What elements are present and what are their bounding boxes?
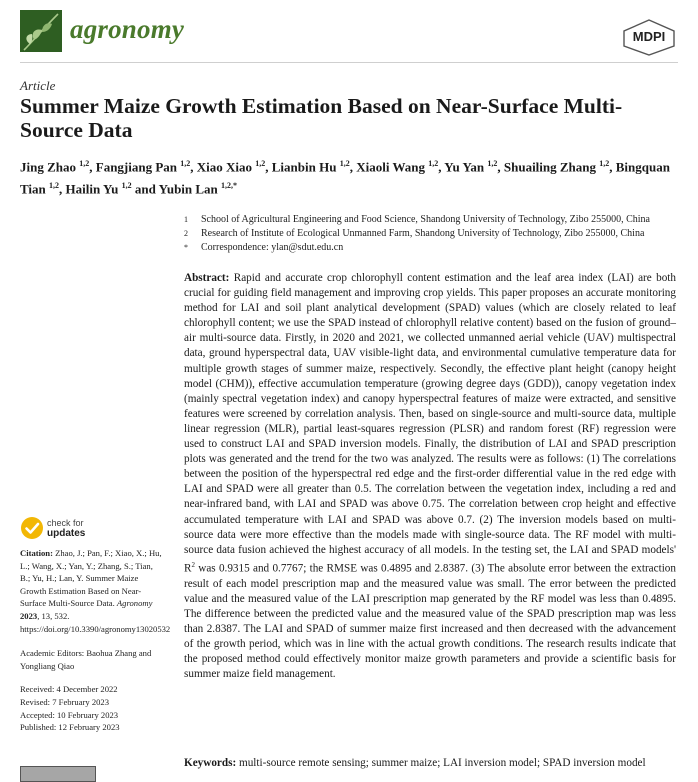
author-name[interactable]: Shuailing Zhang <box>503 159 597 175</box>
author-name[interactable]: Xiaoli Wang <box>356 159 425 175</box>
author-affiliation-mark: 1,2 <box>339 159 350 168</box>
article-type: Article <box>20 78 56 93</box>
abstract-text-part2: was 0.9315 and 0.7767; the RMSE was 0.4895 and 2.8387. (3) The absolute error between the extraction result of each model prescription map and the measured value was small. The error between the predicted value and the measured value of the LAI prescription map generated by the RF model was less than 0.4895. The difference between the predicted value and the measured value of the SPAD prescription map was less than 2.8387. The LAI and SPAD of summer maize first increased and then decreased with the advancement of the growth period, which was in line with the actual growth conditions. The research results indicate that the proposed method could effectively monitor maize growth parameters and provide a scientific basis for summer maize field management. <box>184 562 676 681</box>
keywords-text: multi-source remote sensing; summer maize; LAI inversion model; SPAD inversion model <box>239 757 646 769</box>
updates-label: updates <box>47 528 86 539</box>
author-separator: , <box>349 159 357 175</box>
abstract-label: Abstract: <box>184 272 230 284</box>
citation <box>20 547 171 635</box>
author-name[interactable]: Hailin Yu <box>65 181 119 197</box>
author-name[interactable]: Yu Yan <box>444 159 485 175</box>
affiliation-text: School of Agricultural Engineering and Food Science, Shandong University of Technology, Zibo 255000, China <box>201 214 650 225</box>
author-separator: and <box>131 181 159 197</box>
author-name[interactable]: Yubin Lan <box>158 181 218 197</box>
abstract-text-part1: Rapid and accurate crop chlorophyll content estimation and the leaf area index (LAI) are both crucial for guiding field management and improving crop yields. This paper proposes an accurate monitoring method for LAI and soil plant analytical development (SPAD) values (which are closely related to leaf chlorophyll content; we use the SPAD instead of chlorophyll relative content) based on the fusion of ground–air multi-source data. Firstly, in 2020 and 2021, we collected unmanned aerial vehicle (UAV) multispectral data, ground hyperspectral data, UAV visible-light data, and environmental cumulative temperature data for multiple growth stages of summer maize, respectively. Secondly, the effective plant height (canopy height model (CHM)), effective accumulation temperature (growing degree days (GDD)), canopy vegetation index (mainly spectral vegetation index) and canopy hyperspectral features of maize were extracted, and sensitive features were screened by correlation analysis. Then, based on single-source and multi-source data, multiple linear regression (MLR), partial least-squares regression (PLSR) and random forest (RF) regression were used to construct LAI and SPAD inversion models. Finally, the distribution of LAI and SPAD prescription plots was generated and the trend for the two was analyzed. The results were as follows: (1) The correlations between the position of the hyperspectral red edge and the first-order differential value in the red edge with LAI and SPAD were all greater than 0.5. The correlation between the vegetation index, including a red and near-infrared band, with LAI and SPAD was above 0.75. The correlation between crop height and effective accumulated temperature with LAI and SPAD was above 0.7. (2) The inversion models based on multi-source data were more effective than the models made with single-source data. The RF model with multi-source data fusion achieved the highest accuracy of all models. In the testing set, the LAI and SPAD models' R <box>184 272 676 575</box>
article-sidebar <box>20 547 171 734</box>
author-separator: , <box>438 159 445 175</box>
published-date: Published: 12 February 2023 <box>20 722 120 733</box>
author-affiliation-mark: 1,2 <box>255 159 266 168</box>
mdpi-logo <box>622 18 676 56</box>
editors-label: Academic Editors: <box>20 648 85 659</box>
author-affiliation-mark: 1,2 <box>599 159 610 168</box>
academic-editors <box>20 647 162 672</box>
journal-logo <box>20 10 62 52</box>
affiliation-mark: 1 <box>184 215 188 224</box>
leaf-icon <box>20 10 62 52</box>
abstract <box>184 271 676 682</box>
citation-text: Zhao, J.; Pan, F.; Xiao, X.; Hu, L.; Wang, X.; Yan, Y.; Zhang, S.; Tian, B.; Yu, H.; Lan, Y. Summer Maize Growth Estimation Based on Near-Surface Multi-Source Data. <box>20 548 162 609</box>
author-affiliation-mark: 1,2 <box>180 159 191 168</box>
author-affiliation-mark: 1,2 <box>121 181 132 191</box>
header-divider <box>20 62 678 63</box>
publisher-name: MDPI <box>632 29 666 44</box>
accepted-date: Accepted: 10 February 2023 <box>20 709 119 720</box>
author-list <box>20 154 670 199</box>
author-separator: , <box>609 159 616 175</box>
citation-doi[interactable]: , 13, 532. https://doi.org/10.3390/agronomy13020532 <box>20 610 171 634</box>
editors-names: Baohua Zhang and Yongliang Qiao <box>20 648 152 671</box>
keywords <box>184 756 684 771</box>
citation-journal: Agronomy <box>116 598 153 609</box>
author-separator: , <box>265 159 272 175</box>
citation-label: Citation: <box>20 548 53 558</box>
affiliation-mark: 2 <box>184 229 188 238</box>
author-separator: , <box>59 181 66 197</box>
affiliation-mark: * <box>184 243 188 252</box>
check-for-updates-button[interactable] <box>20 516 100 542</box>
citation-year: 2023 <box>20 610 38 621</box>
author-separator: , <box>89 159 96 175</box>
author-affiliation-mark: 1,2 <box>487 159 498 168</box>
author-name[interactable]: Lianbin Hu <box>271 159 337 175</box>
author-affiliation-mark: 1,2 <box>428 159 439 168</box>
correspondence <box>184 241 684 255</box>
author-name[interactable]: Bingquan Tian <box>20 159 670 197</box>
journal-name: agronomy <box>70 14 185 44</box>
check-badge-icon <box>20 516 44 540</box>
author-separator: , <box>190 159 197 175</box>
r-squared-superscript: 2 <box>191 560 195 569</box>
license-badge[interactable] <box>20 766 96 782</box>
author-name[interactable]: Xiao Xiao <box>196 159 253 175</box>
affiliation-item <box>184 213 684 227</box>
affiliation-item <box>184 227 684 241</box>
author-name[interactable]: Fangjiang Pan <box>95 159 178 175</box>
revised-date: Revised: 7 February 2023 <box>20 696 110 707</box>
affiliations <box>184 213 684 255</box>
author-affiliation-mark: 1,2 <box>49 181 60 191</box>
article-title: Summer Maize Growth Estimation Based on Near-Surface Multi-Source Data <box>20 94 623 142</box>
author-separator: , <box>497 159 504 175</box>
author-affiliation-mark: 1,2 <box>79 159 90 168</box>
affiliation-text: Research of Institute of Ecological Unmanned Farm, Shandong University of Technology, Zibo 255000, China <box>201 228 645 239</box>
author-name[interactable]: Jing Zhao <box>20 159 76 175</box>
keywords-label: Keywords: <box>184 757 237 769</box>
correspondence-text[interactable]: Correspondence: ylan@sdut.edu.cn <box>201 242 344 253</box>
received-date: Received: 4 December 2022 <box>20 684 118 695</box>
check-for-label: check for <box>47 518 84 528</box>
author-affiliation-mark: 1,2,* <box>221 181 238 191</box>
